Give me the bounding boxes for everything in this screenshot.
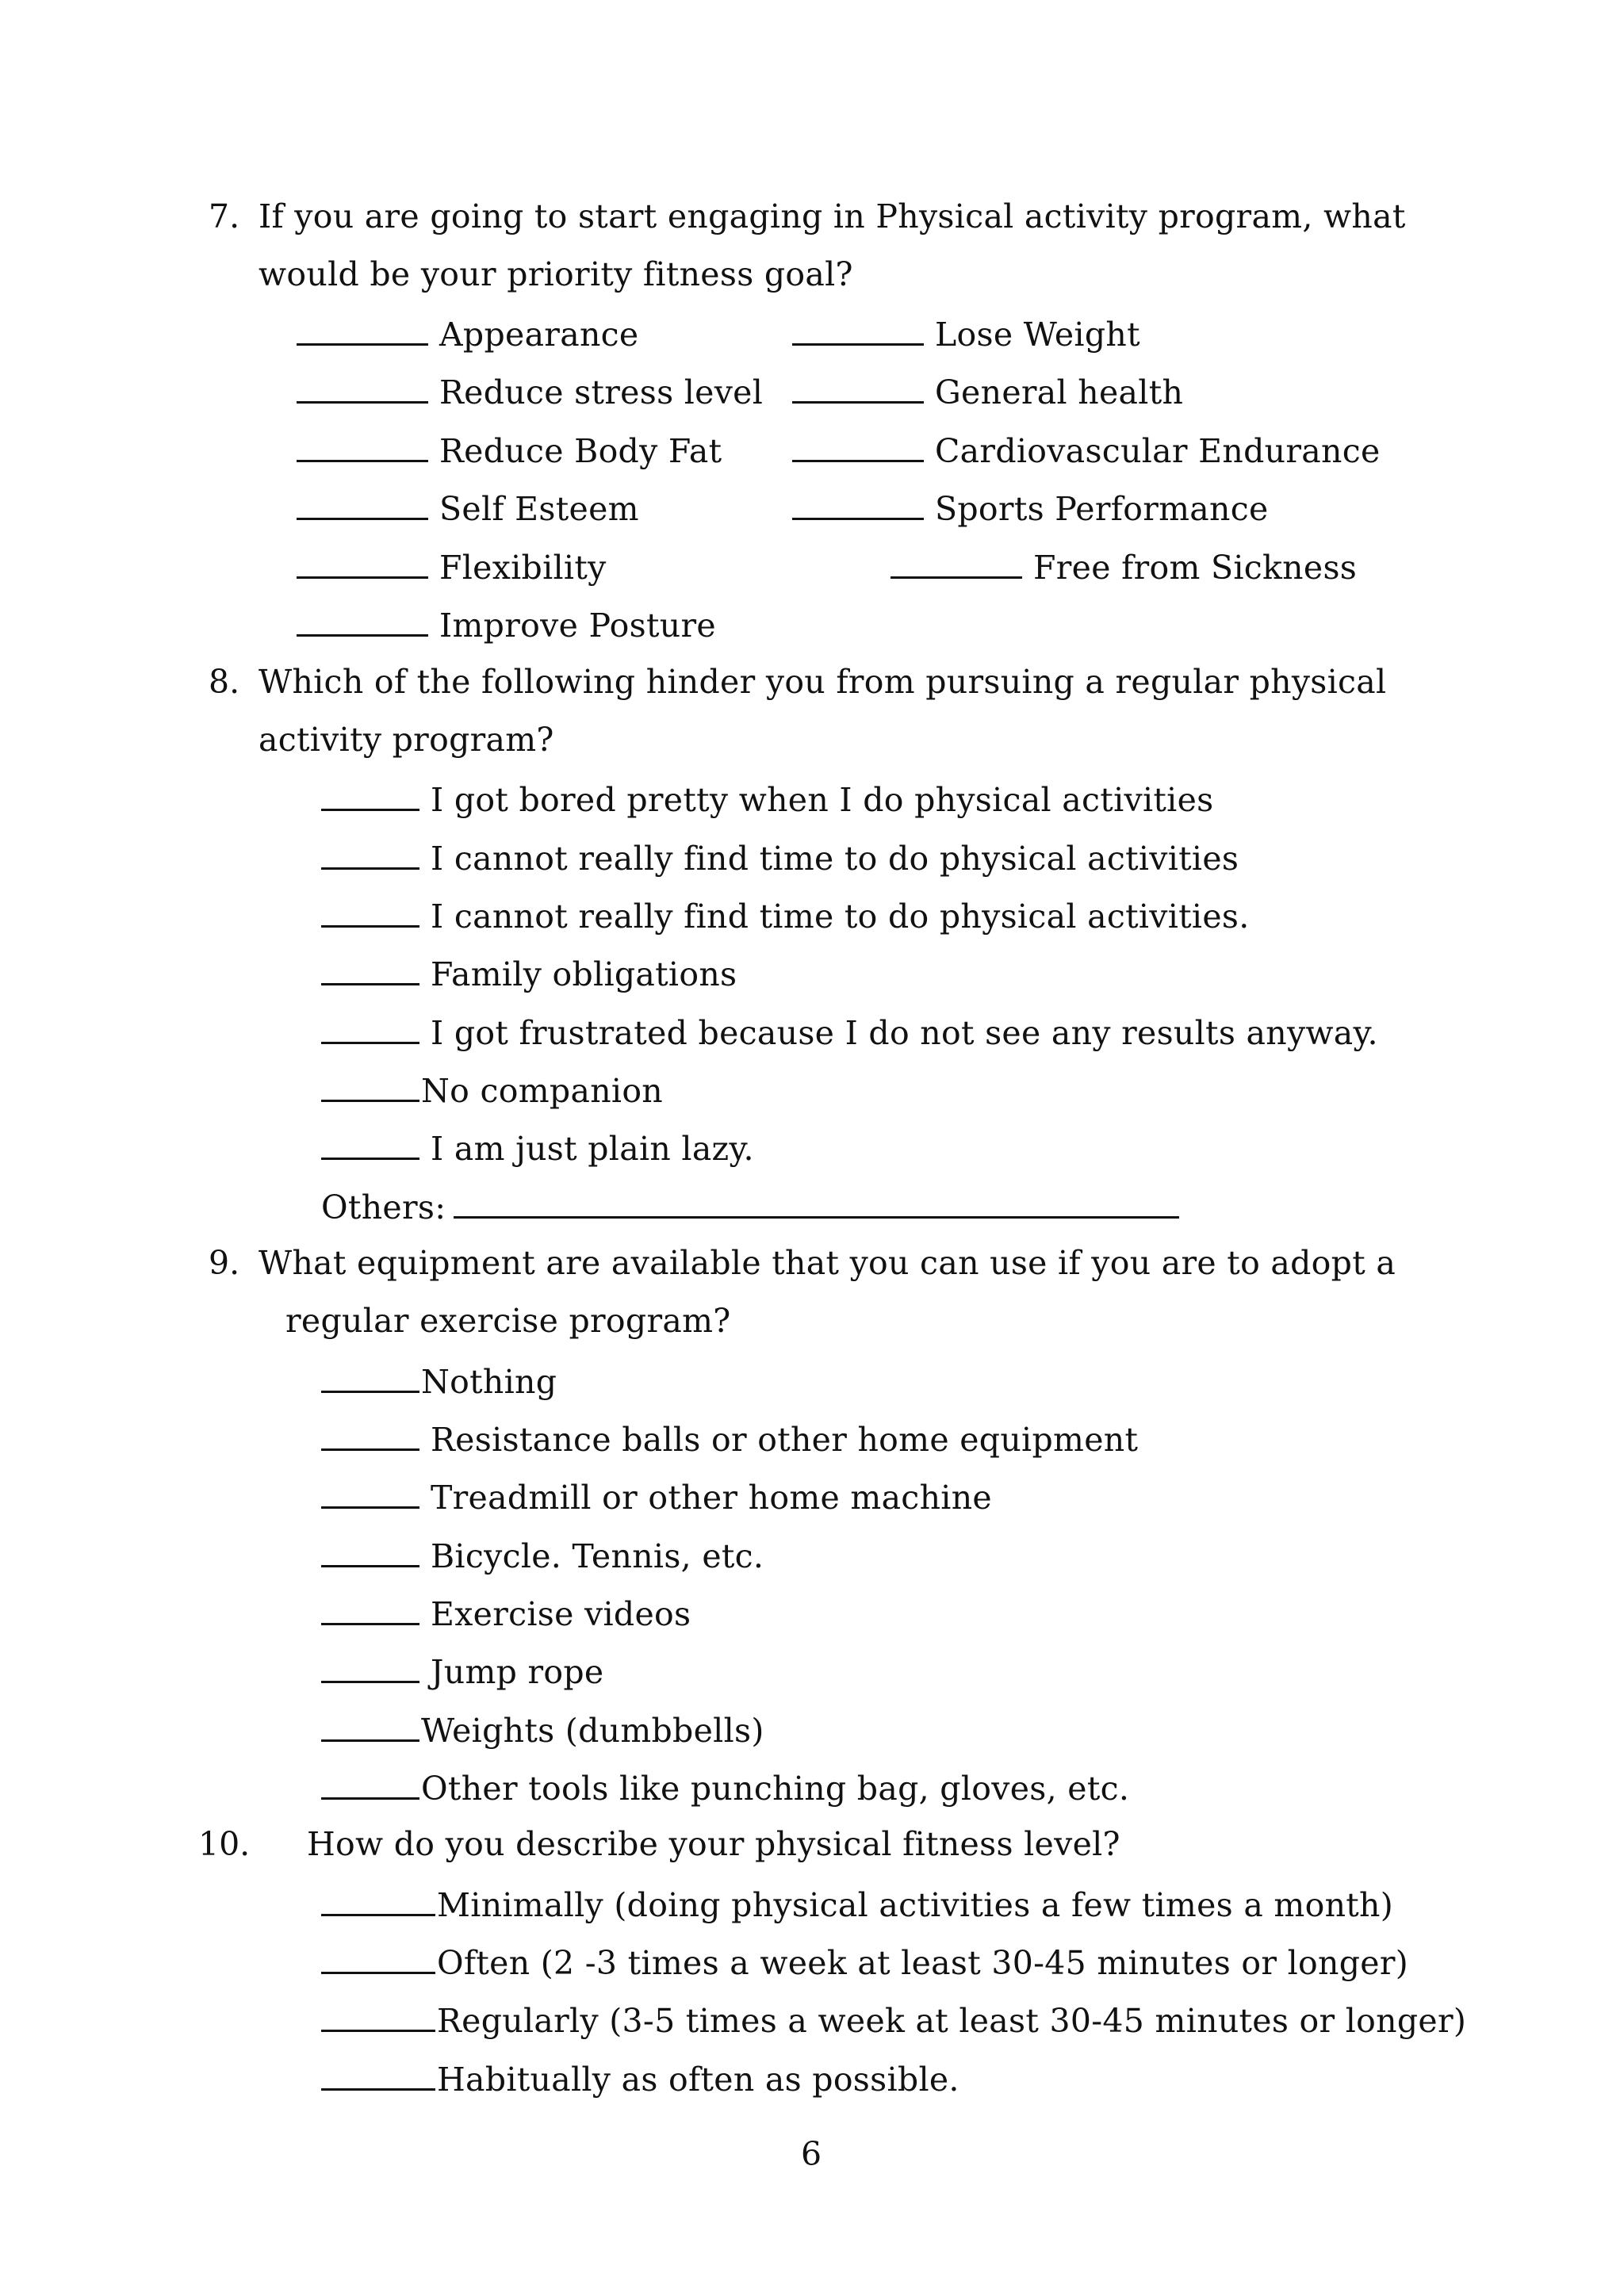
answer-blank[interactable] bbox=[321, 1015, 419, 1044]
answer-blank[interactable] bbox=[321, 782, 419, 811]
q8-number: 8. bbox=[209, 663, 240, 701]
q7-option-reduce-stress[interactable]: Reduce stress level bbox=[297, 374, 763, 409]
answer-blank[interactable] bbox=[321, 1945, 435, 1974]
q9-option[interactable]: Bicycle. Tennis, etc. bbox=[321, 1538, 764, 1573]
q10-question: How do you describe your physical fitness level? bbox=[307, 1825, 1120, 1863]
answer-blank[interactable] bbox=[297, 316, 428, 346]
others-input-line[interactable] bbox=[454, 1189, 1179, 1219]
q7-question-line2: would be your priority fitness goal? bbox=[259, 255, 853, 293]
q7-option-reduce-body-fat[interactable]: Reduce Body Fat bbox=[297, 433, 722, 468]
page-number: 6 bbox=[801, 2135, 822, 2173]
answer-blank[interactable] bbox=[297, 549, 428, 579]
q8-others bbox=[321, 1189, 1179, 1224]
answer-blank[interactable] bbox=[321, 1131, 419, 1160]
q7-number: 7. bbox=[209, 197, 240, 235]
q9-option[interactable]: Weights (dumbbells) bbox=[321, 1712, 764, 1747]
answer-blank[interactable] bbox=[321, 1770, 419, 1800]
q9-number: 9. bbox=[209, 1244, 240, 1282]
answer-blank[interactable] bbox=[891, 549, 1022, 579]
q10-option[interactable]: Habitually as often as possible. bbox=[321, 2061, 959, 2096]
answer-blank[interactable] bbox=[321, 1364, 419, 1393]
answer-blank[interactable] bbox=[792, 374, 924, 404]
q9-option[interactable]: Treadmill or other home machine bbox=[321, 1479, 992, 1514]
answer-blank[interactable] bbox=[321, 1538, 419, 1567]
q8-option[interactable]: I got frustrated because I do not see any results anyway. bbox=[321, 1015, 1378, 1050]
answer-blank[interactable] bbox=[321, 956, 419, 985]
answer-blank[interactable] bbox=[321, 1422, 419, 1451]
q9-option[interactable]: Other tools like punching bag, gloves, etc. bbox=[321, 1770, 1129, 1805]
q7-option-lose-weight[interactable]: Lose Weight bbox=[792, 316, 1140, 351]
q10-option[interactable]: Often (2 -3 times a week at least 30-45 minutes or longer) bbox=[321, 1945, 1408, 1980]
q9-option[interactable]: Nothing bbox=[321, 1364, 557, 1399]
q8-question-line2: activity program? bbox=[259, 721, 554, 759]
q7-option-self-esteem[interactable]: Self Esteem bbox=[297, 491, 639, 526]
answer-blank[interactable] bbox=[321, 1479, 419, 1509]
answer-blank[interactable] bbox=[321, 1073, 419, 1102]
q8-option[interactable]: No companion bbox=[321, 1073, 663, 1108]
answer-blank[interactable] bbox=[321, 1596, 419, 1625]
q7-question-line1: If you are going to start engaging in Physical activity program, what bbox=[259, 197, 1406, 235]
answer-blank[interactable] bbox=[792, 491, 924, 520]
q9-option[interactable]: Resistance balls or other home equipment bbox=[321, 1422, 1138, 1456]
answer-blank[interactable] bbox=[792, 316, 924, 346]
answer-blank[interactable] bbox=[321, 1887, 435, 1916]
answer-blank[interactable] bbox=[321, 1712, 419, 1742]
answer-blank[interactable] bbox=[297, 433, 428, 462]
q8-option[interactable]: Family obligations bbox=[321, 956, 737, 991]
answer-blank[interactable] bbox=[297, 607, 428, 637]
others-label: Others: bbox=[321, 1188, 446, 1226]
q7-option-improve-posture[interactable]: Improve Posture bbox=[297, 607, 716, 642]
answer-blank[interactable] bbox=[321, 1654, 419, 1683]
q10-option[interactable]: Minimally (doing physical activities a few times a month) bbox=[321, 1887, 1393, 1922]
q10-number: 10. bbox=[198, 1825, 251, 1863]
answer-blank[interactable] bbox=[321, 898, 419, 928]
q7-option-cardio-endurance[interactable]: Cardiovascular Endurance bbox=[792, 433, 1381, 468]
q9-option[interactable]: Exercise videos bbox=[321, 1596, 691, 1631]
answer-blank[interactable] bbox=[297, 374, 428, 404]
answer-blank[interactable] bbox=[321, 2061, 435, 2091]
q8-option[interactable]: I am just plain lazy. bbox=[321, 1131, 754, 1165]
q7-option-appearance[interactable]: Appearance bbox=[297, 316, 638, 351]
q10-option[interactable]: Regularly (3-5 times a week at least 30-45 minutes or longer) bbox=[321, 2003, 1466, 2038]
answer-blank[interactable] bbox=[792, 433, 924, 462]
q8-option[interactable]: I got bored pretty when I do physical activities bbox=[321, 782, 1213, 817]
q7-option-general-health[interactable]: General health bbox=[792, 374, 1183, 409]
q7-option-free-from-sickness[interactable]: Free from Sickness bbox=[891, 549, 1357, 584]
q9-question-line1: What equipment are available that you can use if you are to adopt a bbox=[259, 1244, 1396, 1282]
q7-option-flexibility[interactable]: Flexibility bbox=[297, 549, 607, 584]
q9-question-line2: regular exercise program? bbox=[285, 1302, 731, 1340]
q9-option[interactable]: Jump rope bbox=[321, 1654, 604, 1689]
q8-option[interactable]: I cannot really find time to do physical activities bbox=[321, 840, 1239, 875]
answer-blank[interactable] bbox=[297, 491, 428, 520]
q8-option[interactable]: I cannot really find time to do physical activities. bbox=[321, 898, 1250, 933]
answer-blank[interactable] bbox=[321, 2003, 435, 2032]
answer-blank[interactable] bbox=[321, 840, 419, 870]
q7-option-sports-performance[interactable]: Sports Performance bbox=[792, 491, 1269, 526]
q8-question-line1: Which of the following hinder you from pursuing a regular physical bbox=[259, 663, 1387, 701]
